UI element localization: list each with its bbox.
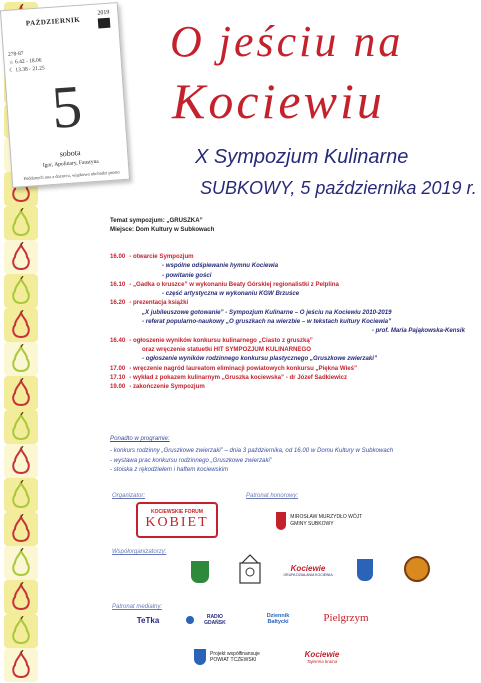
- schedule: [110, 252, 465, 391]
- event-venue: Miejsce: Dom Kultury w Subkowach: [110, 226, 215, 234]
- calendar-card: [0, 2, 130, 188]
- calendar-day-number: 5: [49, 72, 85, 141]
- schedule-text: - otwarcie Sympozjum: [129, 253, 194, 260]
- pear-icon: [4, 410, 38, 444]
- poster-title-line1: O jeściu na: [170, 17, 404, 66]
- logo-text: Tajemna kraina: [306, 659, 338, 664]
- event-name: X Sympozjum Kulinarne: [195, 146, 409, 168]
- pear-icon: [4, 648, 38, 682]
- media-patron-heading: Patronat medialny:: [112, 604, 163, 610]
- logo-text: Pielgrzym: [323, 612, 369, 624]
- logo-text: TeTka: [136, 615, 160, 625]
- schedule-text: - powitanie gości: [162, 271, 212, 279]
- pielgrzym-logo: [318, 608, 374, 628]
- kociewie-tajemna-kraina-logo: [294, 646, 350, 668]
- radio-gdansk-logo: [186, 614, 234, 626]
- pear-icon: [4, 580, 38, 614]
- schedule-item: [110, 271, 465, 280]
- pear-icon: [4, 614, 38, 648]
- schedule-text: - wykład z pokazem kulinarnym „Gruszka kociewska” - dr Józef Sadkiewicz: [129, 373, 348, 381]
- schedule-item: [110, 289, 465, 298]
- schedule-text: - wręczenie nagród laureatom eliminacji powiatowych konkursu „Piękna Wieś”: [129, 364, 358, 372]
- powiat-tczewski-logo: [190, 646, 280, 668]
- partner-badge-icon: [404, 556, 430, 582]
- pear-icon: [4, 206, 38, 240]
- extra-program: [110, 434, 465, 474]
- schedule-item: [110, 261, 465, 270]
- pear-icon: [4, 240, 38, 274]
- patron-heading: Patronat honorowy:: [246, 493, 299, 499]
- pear-icon: [4, 444, 38, 478]
- schedule-item: [110, 252, 465, 261]
- calendar-side-line: 278-87: [7, 50, 24, 58]
- calendar-month: PAŹDZIERNIK: [25, 15, 81, 28]
- schedule-text: - „Gadka o kruszce” w wykonaniu Beaty Górskiej regionalistki z Pelplina: [129, 280, 339, 288]
- schedule-text: - referat popularno-naukowy „O gruszkach na wierzbie – w tekstach kultury Kociewia”: [142, 318, 392, 326]
- logo-text: KOBIET: [145, 515, 209, 530]
- schedule-time: 16.20: [110, 299, 126, 307]
- schedule-item: [110, 373, 465, 382]
- schedule-item: [110, 298, 465, 307]
- schedule-item: [110, 280, 465, 289]
- logo-text: Dziennik Bałtycki: [266, 613, 290, 625]
- schedule-item: [110, 382, 465, 391]
- schedule-item: [110, 336, 465, 345]
- pear-icon: [4, 274, 38, 308]
- logo-text: Projekt współfinansuje POWIAT TCZEWSKI: [210, 651, 260, 663]
- schedule-text: - ogłoszenie wyników konkursu kulinarnego „Ciasto z gruszką”: [129, 336, 313, 344]
- logo-text: KOCIEWSKIE FORUM: [151, 509, 203, 515]
- logo-text: MIROSŁAW MURZYDŁO WÓJT GMINY SUBKOWY: [290, 514, 363, 527]
- schedule-item: [110, 345, 465, 354]
- coat-of-arms-icon: [190, 560, 210, 584]
- schedule-item: [110, 308, 465, 317]
- schedule-time: 16.00: [110, 253, 126, 260]
- extra-item: - stoiska z rękodziełem i haftem kociewskim: [110, 465, 229, 473]
- crest-icon: [236, 552, 264, 586]
- calendar-weekday: sobota: [59, 148, 81, 159]
- extra-heading: Ponadto w programie:: [110, 435, 170, 442]
- pear-icon: [4, 512, 38, 546]
- schedule-text: oraz wręczenie statuetki HIT SYMPOZJUM KULINARNEGO: [142, 345, 311, 353]
- logo-text: Kociewie: [290, 563, 326, 573]
- schedule-item: [110, 364, 465, 373]
- schedule-text: - część artystyczna w wykonaniu KGW Brzuśce: [162, 290, 300, 298]
- schedule-text: - prezentacja książki: [129, 299, 189, 307]
- calendar-footer: Poddanych ona a dozorcu, wjątkowo obchodzi prosto: [23, 169, 120, 182]
- extra-item: - wystawa prac konkursu rodzinnego „Gruszkowe zwierzaki”: [110, 456, 272, 464]
- schedule-text: - ogłoszenie wyników rodzinnego konkursu plastycznego „Gruszkowe zwierzaki”: [142, 355, 377, 363]
- calendar-mini-icon: [98, 18, 111, 29]
- extra-item: - konkurs rodzinny „Gruszkowe zwierzaki” – dnia 3 października, od 16.00 w Domu Kultury w Subkowach: [110, 447, 394, 455]
- co-organizers-heading: Współorganizatorzy:: [112, 549, 167, 555]
- event-date-place: SUBKOWY, 5 października 2019 r.: [200, 178, 477, 198]
- schedule-item: [110, 317, 465, 326]
- coat-of-arms-icon: [276, 512, 286, 530]
- kociewie-lgd-logo: [280, 558, 336, 582]
- pear-icon: [4, 546, 38, 580]
- poster-title-line2: Kociewiu: [172, 73, 385, 129]
- schedule-time: 16.40: [110, 336, 126, 344]
- dziennik-baltycki-logo: [258, 610, 298, 628]
- calendar-name-days: Igor, Apolinary, Faustyna: [42, 158, 99, 169]
- pear-icon: [4, 478, 38, 512]
- logo-text: Kociewie: [304, 650, 340, 659]
- kociewskie-forum-kobiet-logo: [136, 502, 218, 538]
- schedule-time: 16.10: [110, 280, 126, 288]
- schedule-item: [110, 326, 465, 335]
- logo-text: RADIO GDAŃSK: [204, 614, 226, 626]
- calendar-year: 2019: [97, 9, 110, 17]
- pear-icon: [4, 308, 38, 342]
- schedule-text: - prof. Maria Pająkowska-Kensik: [371, 327, 465, 335]
- event-theme: Temat sympozjum: „GRUSZKA”: [110, 217, 203, 224]
- event-meta: [110, 216, 465, 235]
- logo-text: GRUPA DZIAŁANIA KOCIEWIA: [283, 572, 333, 577]
- schedule-time: 17.10: [110, 373, 126, 381]
- organizer-heading: Organizator:: [112, 493, 146, 499]
- schedule-time: 17.00: [110, 364, 126, 372]
- calendar-side-line: ☾ 13.38 - 21.25: [8, 65, 45, 74]
- pear-icon: [4, 342, 38, 376]
- schedule-text: „X jubileuszowe gotowanie” - Sympozjum Kulinarne – O jeściu na Kociewiu 2010-2019: [142, 308, 392, 316]
- schedule-text: - wspólne odśpiewanie hymnu Kociewia: [162, 262, 279, 270]
- wojt-logo: [276, 508, 376, 534]
- calendar-side-line: ☼ 6.42 - 18.06: [8, 57, 42, 66]
- tetka-logo: [130, 612, 166, 628]
- calendar-side-info: [8, 48, 45, 74]
- coat-of-arms-icon: [356, 558, 374, 582]
- schedule-text: - zakończenie Sympozjum: [129, 383, 205, 391]
- schedule-time: 19.00: [110, 383, 126, 391]
- pear-icon: [4, 376, 38, 410]
- schedule-item: [110, 354, 465, 363]
